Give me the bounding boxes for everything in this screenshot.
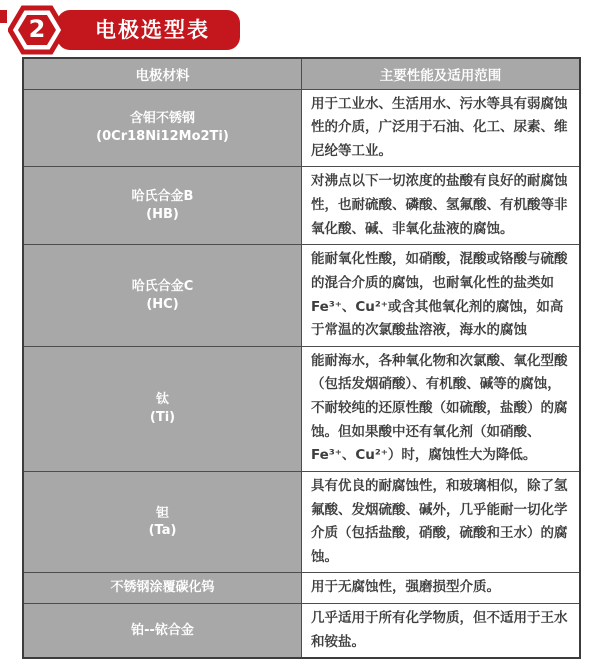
table-row	[23, 167, 580, 245]
header-material: 电极材料	[23, 58, 302, 89]
material-cell	[23, 167, 302, 245]
material-cell	[23, 245, 302, 347]
description-cell: 用于工业水、生活用水、污水等具有弱腐蚀性的介质，广泛用于石油、化工、尿素、维尼纶等工业。	[302, 89, 581, 167]
material-name: 哈氏合金B	[131, 189, 194, 205]
material-name: 不锈钢涂覆碳化钨	[110, 580, 215, 596]
description-cell: 能耐氧化性酸，如硝酸，混酸或铬酸与硫酸的混合介质的腐蚀，也耐氧化性的盐类如Fe³⁺、Cu²⁺或含其他氧化剂的腐蚀，如高于常温的次氯酸盐溶液，海水的腐蚀	[302, 245, 581, 347]
material-name: 钽	[155, 505, 169, 521]
section-number-badge	[8, 5, 66, 55]
material-cell	[23, 604, 302, 659]
table-row	[23, 89, 580, 167]
material-grade: (Ta)	[148, 523, 177, 539]
material-grade: (HB)	[146, 206, 179, 222]
table-row	[23, 245, 580, 347]
description-cell: 具有优良的耐腐蚀性，和玻璃相似，除了氢氟酸、发烟硫酸、碱外，几乎能耐一切化学介质（包括盐酸，硝酸，硫酸和王水）的腐蚀。	[302, 471, 581, 573]
material-name: 哈氏合金C	[131, 278, 194, 294]
description-cell: 用于无腐蚀性，强磨损型介质。	[302, 573, 581, 604]
section-title: 电极选型表	[95, 18, 210, 42]
material-cell	[23, 346, 302, 471]
description-cell: 能耐海水，各种氧化物和次氯酸、氧化型酸（包括发烟硝酸）、有机酸、碱等的腐蚀，不耐较纯的还原性酸（如硫酸，盐酸）的腐蚀。但如果酸中还有氧化剂（如硝酸、Fe³⁺、Cu²⁺）时，腐蚀性大为降低。	[302, 346, 581, 471]
table-row	[23, 573, 580, 604]
description-cell: 几乎适用于所有化学物质，但不适用于王水和铵盐。	[302, 604, 581, 659]
material-name: 含钼不锈钢	[129, 111, 195, 127]
description-cell: 对沸点以下一切浓度的盐酸有良好的耐腐蚀性，也耐硫酸、磷酸、氢氟酸、有机酸等非氧化酸、碱、非氧化盐液的腐蚀。	[302, 167, 581, 245]
table-row	[23, 604, 580, 659]
table-row	[23, 346, 580, 471]
material-grade: (Ti)	[149, 409, 176, 425]
page-edge-mark	[0, 10, 7, 23]
electrode-selection-table	[22, 57, 581, 659]
header-performance: 主要性能及适用范围	[302, 58, 581, 89]
material-name: 钛	[155, 392, 169, 408]
table-header-row	[23, 58, 580, 89]
material-name: 铂--铱合金	[131, 622, 194, 638]
material-cell	[23, 573, 302, 604]
section-number: 2	[28, 15, 46, 43]
table-row	[23, 471, 580, 573]
material-cell	[23, 89, 302, 167]
material-grade: (HC)	[146, 296, 179, 312]
material-grade: (0Cr18Ni12Mo2Ti)	[96, 128, 229, 144]
material-cell	[23, 471, 302, 573]
section-title-banner	[57, 10, 240, 50]
